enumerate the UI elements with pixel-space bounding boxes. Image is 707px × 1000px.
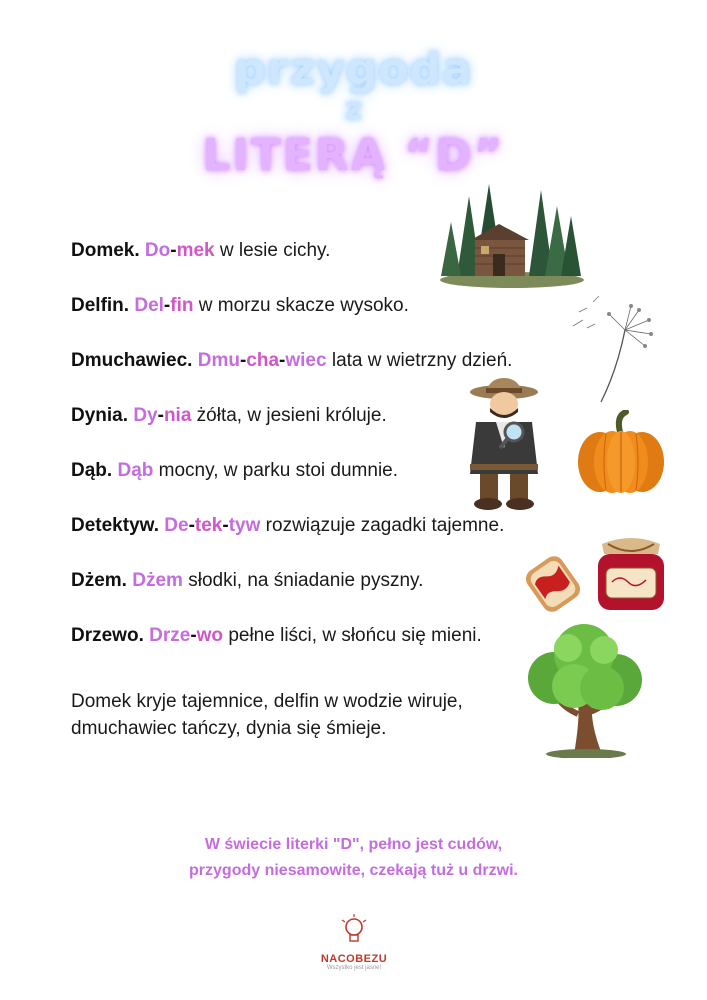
keyword: Delfin. bbox=[71, 295, 130, 316]
oak-tree-illustration bbox=[520, 624, 650, 758]
syllable: De bbox=[164, 515, 189, 536]
word-line bbox=[71, 295, 409, 317]
poem-line-1: Domek kryje tajemnice, delfin w wodzie wiruje, bbox=[71, 691, 463, 712]
syllable-dash: - bbox=[163, 295, 171, 316]
syllable: Dmu bbox=[197, 350, 240, 371]
sentence-rest: w lesie cichy. bbox=[214, 240, 331, 261]
forest-cabin-illustration bbox=[437, 176, 587, 288]
syllable: Dąb bbox=[117, 460, 154, 481]
syllable: Dżem bbox=[132, 570, 183, 591]
pumpkin-illustration bbox=[576, 410, 666, 494]
keyword: Dżem. bbox=[71, 570, 127, 591]
syllable-dash: - bbox=[188, 515, 195, 536]
syllable: Do bbox=[144, 240, 171, 261]
sentence-rest: mocny, w parku stoi dumnie. bbox=[153, 460, 399, 481]
logo bbox=[314, 914, 394, 971]
syllable: tek bbox=[194, 515, 223, 536]
word-line bbox=[71, 350, 512, 372]
word-line bbox=[71, 570, 423, 592]
sentence-rest: w morzu skacze wysoko. bbox=[193, 295, 409, 316]
poem-line-2: dmuchawiec tańczy, dynia się śmieje. bbox=[71, 718, 387, 739]
syllable-dash: - bbox=[222, 515, 229, 536]
syllable-dash: - bbox=[157, 405, 164, 426]
syllable: Drze bbox=[149, 625, 191, 646]
title-litera-d: LITERĄ “D” bbox=[202, 130, 505, 181]
dandelion-illustration bbox=[565, 290, 657, 405]
keyword: Domek. bbox=[71, 240, 140, 261]
syllable-dash: - bbox=[190, 625, 197, 646]
syllable: fin bbox=[170, 295, 194, 316]
sentence-rest: rozwiązuje zagadki tajemne. bbox=[260, 515, 505, 536]
sentence-rest: pełne liści, w słońcu się mieni. bbox=[223, 625, 482, 646]
detective-illustration bbox=[460, 378, 548, 514]
syllable: wiec bbox=[285, 350, 327, 371]
syllable: Del bbox=[134, 295, 164, 316]
jam-jar-illustration bbox=[588, 534, 674, 614]
syllable-dash: - bbox=[239, 350, 247, 371]
keyword: Dynia. bbox=[71, 405, 129, 426]
logo-name: NACOBEZU bbox=[320, 953, 388, 965]
closing-line-1: W świecie literki "D", pełno jest cudów, bbox=[204, 836, 503, 853]
sentence-rest: żółta, w jesieni króluje. bbox=[191, 405, 387, 426]
keyword: Dmuchawiec. bbox=[71, 350, 193, 371]
syllable: nia bbox=[163, 405, 192, 426]
jam-bread-illustration bbox=[522, 552, 584, 616]
logo-tagline: Wszystko jest jasne! bbox=[326, 965, 382, 971]
word-line bbox=[71, 405, 387, 427]
title-z: z bbox=[344, 92, 363, 127]
closing-line-2: przygody niesamowite, czekają tuż u drzwi. bbox=[189, 862, 518, 879]
keyword: Detektyw. bbox=[71, 515, 159, 536]
title-przygoda: przygoda bbox=[234, 44, 473, 95]
lightbulb-logo-icon bbox=[340, 914, 368, 948]
syllable: Dy bbox=[133, 405, 158, 426]
word-line bbox=[71, 515, 504, 537]
syllable-dash: - bbox=[170, 240, 177, 261]
keyword: Drzewo. bbox=[71, 625, 144, 646]
syllable: tyw bbox=[228, 515, 261, 536]
word-line bbox=[71, 625, 482, 647]
sentence-rest: słodki, na śniadanie pyszny. bbox=[182, 570, 424, 591]
keyword: Dąb. bbox=[71, 460, 113, 481]
closing-rhyme bbox=[0, 832, 707, 884]
syllable: wo bbox=[196, 625, 224, 646]
word-line bbox=[71, 460, 398, 482]
poem bbox=[71, 688, 463, 742]
syllable: mek bbox=[176, 240, 215, 261]
syllable-dash: - bbox=[279, 350, 286, 371]
sentence-rest: lata w wietrzny dzień. bbox=[326, 350, 513, 371]
word-line bbox=[71, 240, 330, 262]
syllable: cha bbox=[246, 350, 280, 371]
